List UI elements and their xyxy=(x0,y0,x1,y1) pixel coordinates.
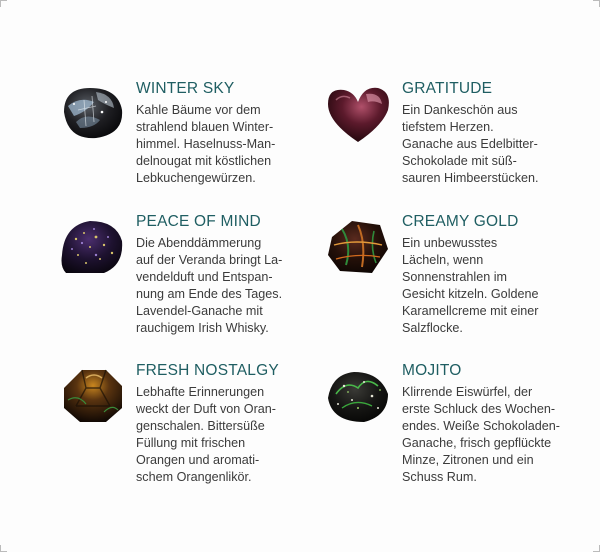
product-peace-of-mind xyxy=(56,215,331,335)
product-description: Klirrende Eiswürfel, der erste Schluck des Wochen- endes. Weiße Schokoladen- Ganache, frisch gepflückte Minze, Zitronen und ein Schuss Rum. xyxy=(402,385,560,484)
product-description: Die Abenddämmerung auf der Veranda bringt La- vendelduft und Entspan- nung am Ende des Tages. Lavendel-Ganache mit rauchigem Irish Whisky. xyxy=(136,236,283,335)
product-title: CREAMY GOLD xyxy=(402,213,519,230)
product-fresh-nostalgy xyxy=(56,364,331,484)
product-title: PEACE OF MIND xyxy=(136,213,261,230)
product-title: WINTER SKY xyxy=(136,80,235,97)
crop-mark xyxy=(0,0,7,7)
chocolate-mojito-image xyxy=(322,364,396,428)
product-gratitude xyxy=(322,82,597,202)
product-description: Lebhafte Erinnerungen weckt der Duft von Oran- genschalen. Bittersüße Füllung mit frischen Orangen und aromati- schem Orangenlikör. xyxy=(136,385,276,484)
product-description: Ein unbewusstes Lächeln, wenn Sonnenstrahlen im Gesicht kitzeln. Goldene Karamellcreme mit einer Salzflocke. xyxy=(402,236,539,335)
chocolate-fresh-nostalgy-image xyxy=(56,364,130,428)
product-description: Kahle Bäume vor dem strahlend blauen Winter- himmel. Haselnuss-Man- delnougat mit köstlichen Lebkuchengewürzen. xyxy=(136,103,276,185)
chocolate-gratitude-heart-image xyxy=(322,82,396,146)
product-mojito xyxy=(322,364,597,484)
product-winter-sky xyxy=(56,82,331,202)
chocolate-peace-of-mind-image xyxy=(56,215,130,279)
product-creamy-gold xyxy=(322,215,597,335)
crop-mark xyxy=(593,545,600,552)
crop-mark xyxy=(0,545,7,552)
product-title: GRATITUDE xyxy=(402,80,493,97)
crop-mark xyxy=(593,0,600,7)
product-title: MOJITO xyxy=(402,362,462,379)
product-description: Ein Dankeschön aus tiefstem Herzen. Ganache aus Edelbitter- Schokolade mit süß- sauren Himbeerstücken. xyxy=(402,103,539,185)
chocolate-creamy-gold-image xyxy=(322,215,396,279)
product-title: FRESH NOSTALGY xyxy=(136,362,279,379)
chocolate-winter-sky-image xyxy=(56,82,130,146)
